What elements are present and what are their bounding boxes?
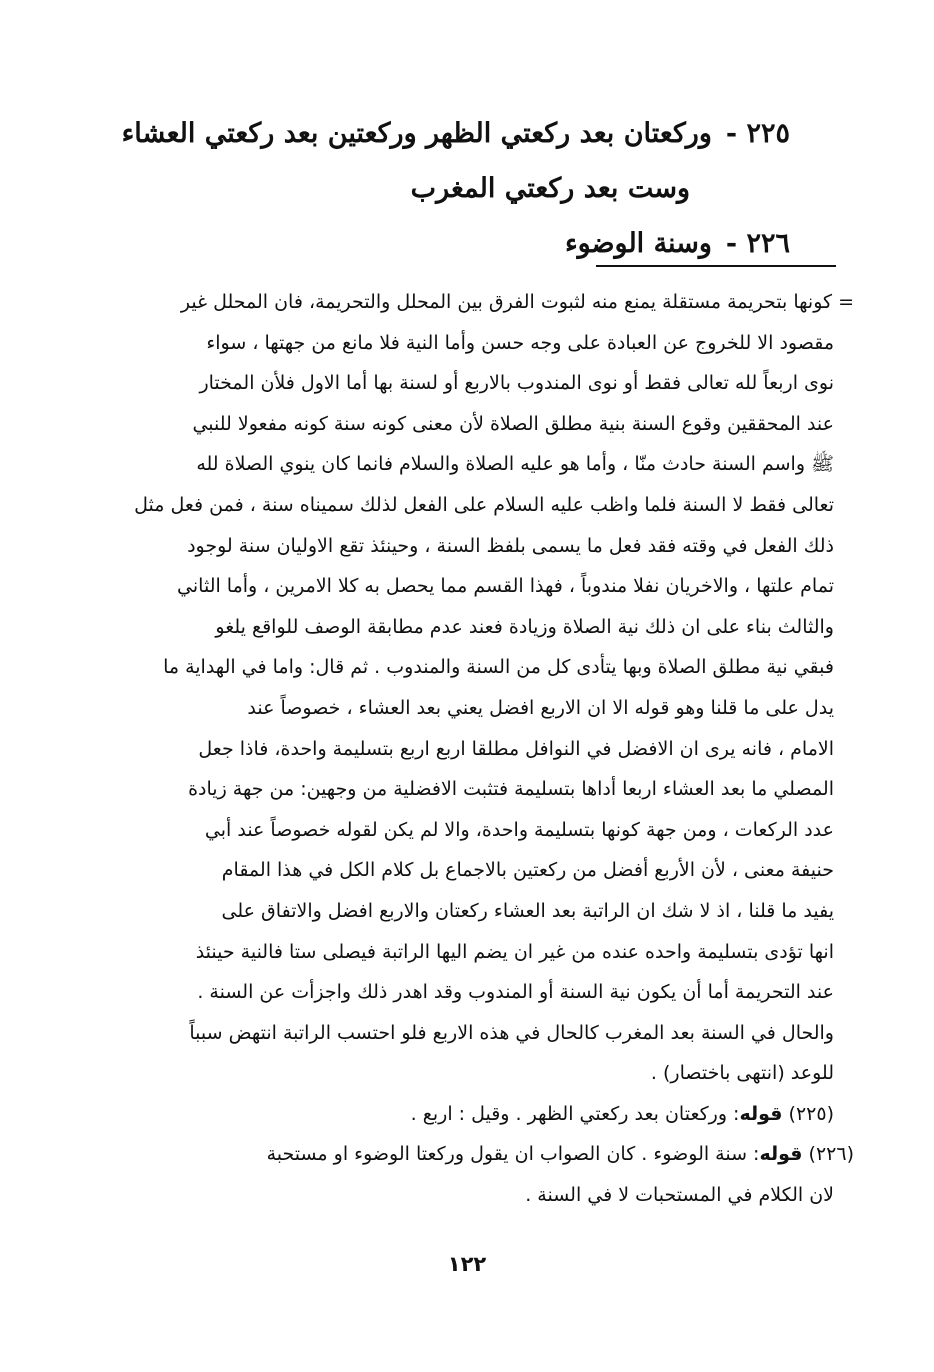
main-text [80, 106, 790, 271]
footnote-divider [596, 265, 836, 267]
note-line: مقصود الا للخروج عن العبادة على وجه حسن وأما النية فلا مانع من جهتها ، سواء [206, 331, 834, 354]
note-line: انها تؤدى بتسليمة واحده عنده من غير ان يضم اليها الراتبة فيصلى ستا فالنية حينئذ [195, 940, 834, 963]
note-line: تمام علتها ، والاخريان نفلا مندوباً ، فهذا القسم مما يحصل به كلا الامرين ، وأما الثاني [177, 575, 834, 598]
note-line: يدل على ما قلنا وهو قوله الا ان الاربع افضل يعني بعد العشاء ، خصوصاً عند [247, 696, 834, 719]
footnote-label: قوله [759, 1143, 803, 1166]
note-line: تعالى فقط لا السنة فلما واظب عليه السلام على الفعل لذلك سميناه سنة ، فمن فعل مثل [134, 493, 834, 516]
footnote-text: : وركعتان بعد ركعتي الظهر . وقيل : اربع . [410, 1102, 740, 1125]
footnote-text: : سنة الوضوء . كان الصواب ان يقول وركعتا الوضوء او مستحبة [266, 1143, 760, 1166]
footnote-226-continuation: لان الكلام في المستحبات لا في السنة . [525, 1184, 834, 1207]
note-line: يفيد ما قلنا ، اذ لا شك ان الراتبة بعد العشاء ركعتان والاربع افضل والاتفاق على [221, 899, 834, 922]
note-line: نوى اربعاً لله تعالى فقط أو نوى المندوب بالاربع أو لسنة بها أما الاول فلأن المختار [199, 372, 834, 395]
note-line: حنيفة معنى ، لأن الأربع أفضل من ركعتين بالاجماع بل كلام الكل في هذا المقام [221, 859, 834, 882]
footnote-226 [70, 1134, 854, 1175]
footnote-ref: (٢٢٥) [788, 1102, 834, 1125]
footnote-225 [70, 1094, 854, 1135]
entry-225-line-1 [80, 106, 790, 161]
footnotes-section [70, 282, 854, 1216]
note-line: والحال في السنة بعد المغرب كالحال في هذه الاربع فلو احتسب الراتبة انتهض سبباً [189, 1021, 834, 1044]
note-line: عند المحققين وقوع السنة بنية مطلق الصلاة لأن معنى كونه سنة كونه مفعولا للنبي [192, 412, 834, 435]
note-line: عدد الركعات ، ومن جهة كونها بتسليمة واحدة، والا لم يكن لقوله خصوصاً عند أبي [204, 818, 834, 841]
entry-225-line-2: وست بعد ركعتي المغرب [410, 173, 690, 204]
note-line: المصلي ما بعد العشاء اربعا أداها بتسليمة فتثبت الافضلية من وجهين: من جهة زيادة [188, 778, 834, 801]
note-line: ﷺ واسم السنة حادث منّا ، وأما هو عليه الصلاة والسلام فانما كان ينوي الصلاة لله [196, 453, 834, 476]
note-line: والثالث بناء على ان ذلك نية الصلاة وزيادة فعند عدم مطابقة الوصف للواقع يلغو [215, 615, 834, 638]
note-line: ذلك الفعل في وقته فقد فعل ما يسمى بلفظ السنة ، وحينئذ تقع الاوليان سنة لوجود [187, 534, 834, 557]
note-line: للوعد (انتهى باختصار) . [650, 1062, 834, 1085]
entry-number: ٢٢٦ - [725, 228, 790, 259]
entry-number: ٢٢٥ - [725, 118, 790, 149]
footnote-label: قوله [739, 1102, 783, 1125]
entry-226-line-1 [80, 216, 790, 271]
continuation-mark: = [838, 291, 854, 313]
entry-text: وركعتان بعد ركعتي الظهر وركعتين بعد ركعتي العشاء [121, 118, 712, 149]
note-line [70, 282, 854, 323]
note-line: فبقي نية مطلق الصلاة وبها يتأدى كل من السنة والمندوب . ثم قال: واما في الهداية ما [163, 656, 834, 679]
note-line: الامام ، فانه يرى ان الافضل في النوافل مطلقا اربع اربع بتسليمة واحدة، فاذا جعل [198, 737, 834, 760]
footnote-ref: (٢٢٦) [808, 1143, 854, 1166]
note-line-text: كونها بتحريمة مستقلة يمنع منه لثبوت الفرق بين المحلل والتحريمة، فان المحلل غير [180, 291, 833, 313]
entry-text: وسنة الوضوء [564, 228, 712, 259]
page-number: ١٢٢ [447, 1252, 487, 1276]
note-line: عند التحريمة أما أن يكون نية السنة أو المندوب وقد اهدر ذلك واجزأت عن السنة . [197, 981, 834, 1004]
